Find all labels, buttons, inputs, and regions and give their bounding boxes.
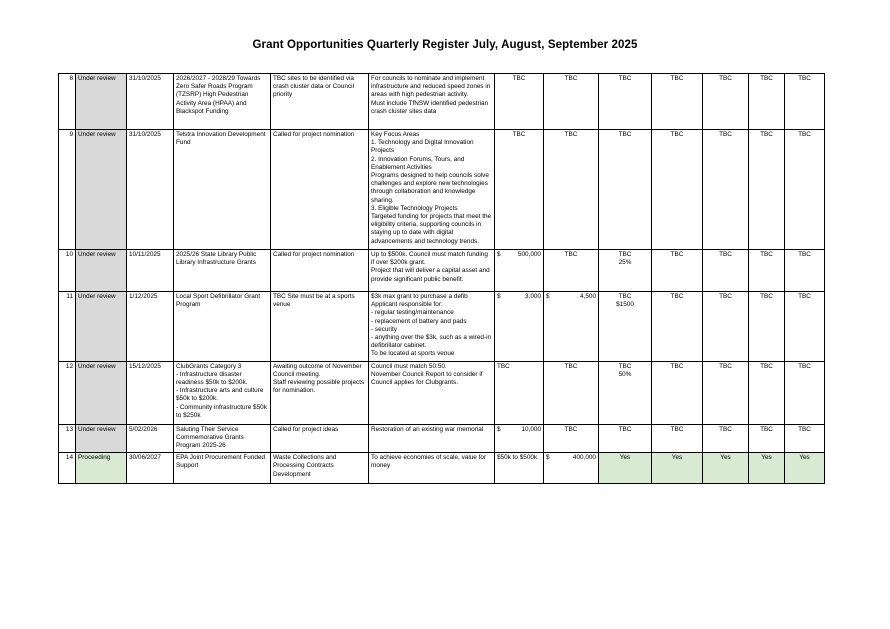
- project-cell: Called for project ideas: [271, 424, 369, 453]
- status-cell: Under review: [76, 74, 127, 130]
- grant-amount-cell: $50k to $500k: [495, 453, 544, 484]
- grant-program-cell: Telstra Innovation Development Fund: [174, 130, 271, 250]
- closing-date-cell: 1/12/2025: [127, 292, 174, 362]
- closing-date-cell: 5/02/2026: [127, 424, 174, 453]
- criteria-cell-2: TBC: [703, 74, 749, 130]
- closing-date-cell: 30/06/2027: [127, 453, 174, 484]
- notes-cell: Council must match 50:50. November Council Report to consider if Council applies for Clubgrants.: [369, 361, 495, 424]
- project-cost-cell: TBC: [544, 130, 599, 250]
- status-cell: Proceeding: [76, 453, 127, 484]
- criteria-cell-1: TBC: [652, 292, 703, 362]
- project-cost-cell: [544, 292, 599, 362]
- criteria-cell-1: Yes: [652, 453, 703, 484]
- notes-cell: To achieve economies of scale, value for money: [369, 453, 495, 484]
- status-cell: Under review: [76, 292, 127, 362]
- row-number: 14: [59, 453, 76, 484]
- criteria-cell-4: TBC: [785, 130, 825, 250]
- table-row: [59, 424, 825, 453]
- grant-program-cell: EPA Joint Procurement Funded Support: [174, 453, 271, 484]
- row-number: 13: [59, 424, 76, 453]
- closing-date-cell: 15/12/2025: [127, 361, 174, 424]
- project-cell: TBC sites to be identified via crash cluster data or Council priority: [271, 74, 369, 130]
- council-contribution-cell: TBC: [599, 424, 652, 453]
- row-number: 10: [59, 250, 76, 292]
- status-cell: Under review: [76, 424, 127, 453]
- currency-symbol: $: [497, 425, 501, 433]
- project-cell: Called for project nomination: [271, 130, 369, 250]
- row-number: 12: [59, 361, 76, 424]
- criteria-cell-1: TBC: [652, 74, 703, 130]
- criteria-cell-2: TBC: [703, 424, 749, 453]
- amount-value: 3,000: [525, 293, 541, 300]
- amount-value: 4,500: [580, 293, 596, 300]
- project-cost-cell: [544, 453, 599, 484]
- table-row: [59, 74, 825, 130]
- council-contribution-cell: TBC 25%: [599, 250, 652, 292]
- project-cost-cell: TBC: [544, 74, 599, 130]
- notes-cell: Key Focus Areas 1. Technology and Digital Innovation Projects 2. Innovation Forums, Tours, and Enablement Activities Programs designed to help councils solve challenges and explore new technologies through collaboration and knowledge sharing. 3. Eligible Technology Projects Targeted funding for projects that meet the eligibility criteria, supporting councils in staying up to date with digital advancements and technology trends.: [369, 130, 495, 250]
- project-cell: Awaiting outcome of November Council meeting. Staff reviewing possible projects for nomination.: [271, 361, 369, 424]
- criteria-cell-2: Yes: [703, 453, 749, 484]
- grant-program-cell: ClubGrants Category 3 - Infrastructure disaster readiness $50k to $200k. - Infrastructure arts and culture $50k to $200k. - Community infrastructure $50k to $250k: [174, 361, 271, 424]
- table-row: [59, 250, 825, 292]
- row-number: 11: [59, 292, 76, 362]
- criteria-cell-1: TBC: [652, 361, 703, 424]
- table-row: [59, 130, 825, 250]
- grant-program-cell: Saluting Their Service Commemorative Grants Program 2025-26: [174, 424, 271, 453]
- project-cost-cell: TBC: [544, 424, 599, 453]
- grant-register-table: [58, 73, 825, 484]
- criteria-cell-2: TBC: [703, 250, 749, 292]
- council-contribution-cell: TBC $1500: [599, 292, 652, 362]
- project-cell: Called for project nomination: [271, 250, 369, 292]
- project-cost-cell: TBC: [544, 361, 599, 424]
- notes-cell: $3k max grant to purchase a defib Applicant responsible for: - regular testing/maintenance - replacement of battery and pads - security - anything over the $3k, such as a wired-in defibrillator cabinet. To be located at sports venue: [369, 292, 495, 362]
- table-row: [59, 453, 825, 484]
- criteria-cell-4: TBC: [785, 361, 825, 424]
- closing-date-cell: 10/11/2025: [127, 250, 174, 292]
- status-cell: Under review: [76, 250, 127, 292]
- amount-value: 500,000: [517, 251, 541, 258]
- criteria-cell-4: TBC: [785, 292, 825, 362]
- council-contribution-cell: TBC: [599, 130, 652, 250]
- grant-amount-cell: [495, 250, 544, 292]
- criteria-cell-4: TBC: [785, 424, 825, 453]
- council-contribution-cell: TBC 50%: [599, 361, 652, 424]
- grant-program-cell: 2026/2027 - 2028/29 Towards Zero Safer Roads Program (TZSRP) High Pedestrian Activity Area (HPAA) and Blackspot Funding: [174, 74, 271, 130]
- criteria-cell-1: TBC: [652, 130, 703, 250]
- criteria-cell-2: TBC: [703, 292, 749, 362]
- criteria-cell-4: Yes: [785, 453, 825, 484]
- currency-symbol: $: [497, 293, 501, 300]
- criteria-cell-3: TBC: [749, 250, 785, 292]
- table-row: [59, 292, 825, 362]
- status-cell: Under review: [76, 130, 127, 250]
- criteria-cell-3: Yes: [749, 453, 785, 484]
- currency-symbol: $: [546, 293, 550, 300]
- notes-cell: For councils to nominate and implement infrastructure and reduced speed zones in areas with high pedestrian activity. Must include TfNSW identified pedestrian crash cluster sites data: [369, 74, 495, 130]
- table-row: [59, 361, 825, 424]
- criteria-cell-4: TBC: [785, 250, 825, 292]
- grant-amount-cell: [495, 292, 544, 362]
- closing-date-cell: 31/10/2025: [127, 130, 174, 250]
- status-cell: Under review: [76, 361, 127, 424]
- criteria-cell-1: TBC: [652, 424, 703, 453]
- grant-amount-cell: TBC: [495, 361, 544, 424]
- project-cost-cell: TBC: [544, 250, 599, 292]
- grant-amount-cell: TBC: [495, 130, 544, 250]
- currency-symbol: $: [497, 251, 501, 258]
- notes-cell: Restoration of an existing war memorial: [369, 424, 495, 453]
- criteria-cell-4: TBC: [785, 74, 825, 130]
- criteria-cell-2: TBC: [703, 130, 749, 250]
- amount-value: 10,000: [521, 425, 541, 433]
- council-contribution-cell: Yes: [599, 453, 652, 484]
- page-title: Grant Opportunities Quarterly Register July, August, September 2025: [252, 39, 638, 51]
- criteria-cell-2: TBC: [703, 361, 749, 424]
- criteria-cell-3: TBC: [749, 292, 785, 362]
- project-cell: Waste Collections and Processing Contracts Development: [271, 453, 369, 484]
- project-cell: TBC Site must be at a sports venue: [271, 292, 369, 362]
- closing-date-cell: 31/10/2025: [127, 74, 174, 130]
- council-contribution-cell: TBC: [599, 74, 652, 130]
- criteria-cell-1: TBC: [652, 250, 703, 292]
- grant-amount-cell: TBC: [495, 74, 544, 130]
- criteria-cell-3: TBC: [749, 74, 785, 130]
- row-number: 8: [59, 74, 76, 130]
- notes-cell: Up to $500k. Council must match funding if over $200k grant. Project that will deliver a capital asset and provide significant public benefit.: [369, 250, 495, 292]
- grant-program-cell: 2025/26 State Library Public Library Infrastructure Grants: [174, 250, 271, 292]
- criteria-cell-3: TBC: [749, 424, 785, 453]
- row-number: 9: [59, 130, 76, 250]
- amount-value: 400,000: [572, 454, 596, 462]
- grant-program-cell: Local Sport Defibrillator Grant Program: [174, 292, 271, 362]
- criteria-cell-3: TBC: [749, 130, 785, 250]
- grant-amount-cell: [495, 424, 544, 453]
- currency-symbol: $: [546, 454, 550, 462]
- criteria-cell-3: TBC: [749, 361, 785, 424]
